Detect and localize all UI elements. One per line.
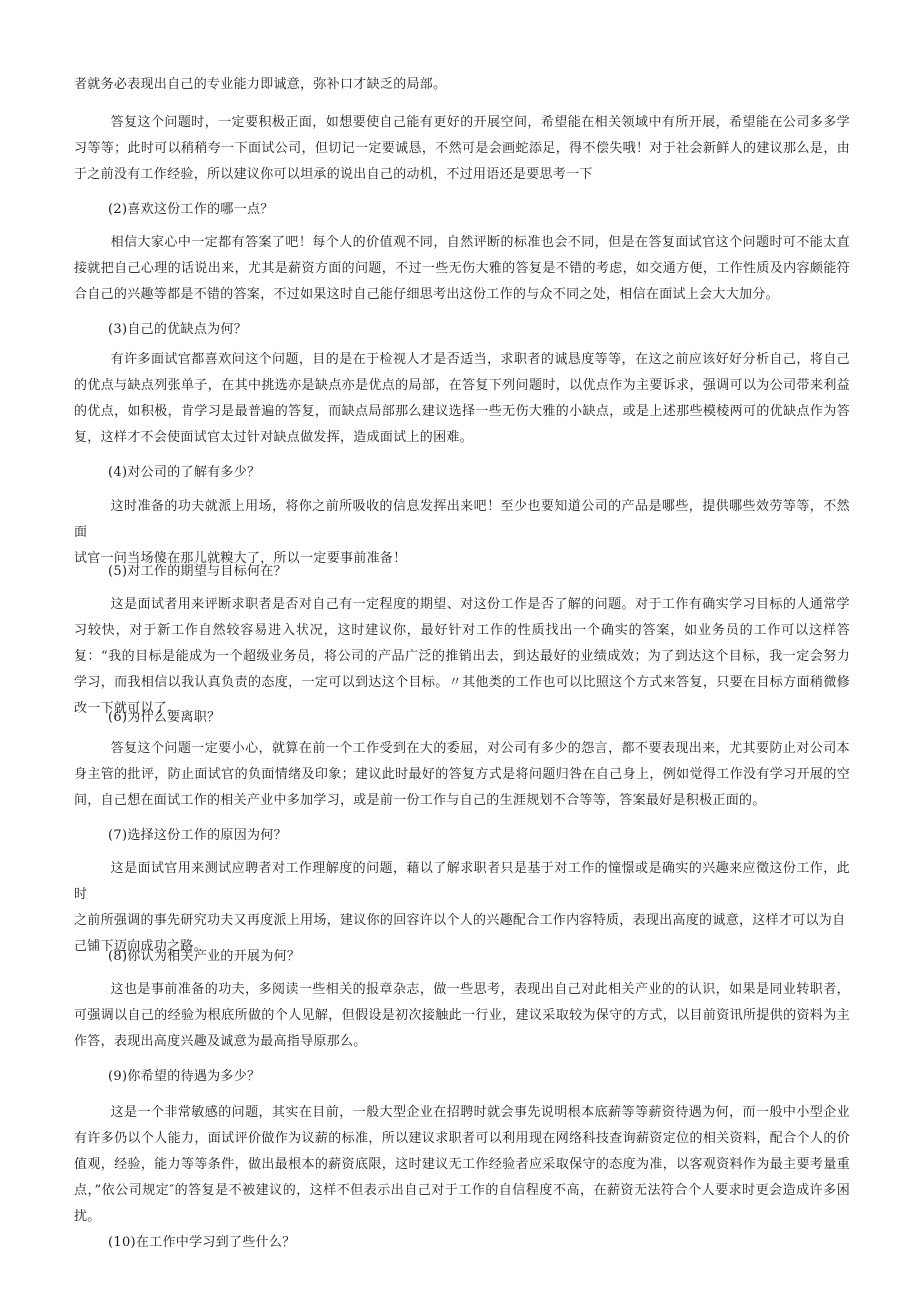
question-heading-8: (8)你认为相关产业的开展为何？	[108, 949, 301, 964]
paragraph-continuation: 者就务必表现出自己的专业能力即诚意，弥补口才缺乏的局部。	[74, 77, 447, 92]
question-heading-6: (6)为什么要离职？	[108, 710, 221, 725]
paragraph-answer-7: 这是面试官用来测试应聘者对工作理解度的问题，藉以了解求职者只是基于对工作的憧憬或是确实的兴趣来应徵这份工作，此时 之前所强调的事先研究功夫又再度派上用场，建议你的回容许以个人的兴趣配合工作内容特质，表现出高度的诚意，这样才可以为自 己铺下迈向成功之路。	[74, 861, 850, 954]
question-heading-7: (7)选择这份工作的原因为何？	[108, 828, 287, 843]
paragraph-answer-2: 相信大家心中一定都有答案了吧！每个人的价值观不同，自然评断的标准也会不同，但是在答复面试官这个问题时可不能太直接就把自己心理的话说出来，尤其是薪资方面的问题，不过一些无伤大雅的答复是不错的考虑，如交通方便，工作性质及内容颇能符合自己的兴趣等都是不错的答案，不过如果这时自己能仔细思考出这份工作的与众不同之处，相信在面试上会大大加分。	[74, 235, 850, 302]
paragraph-answer-9: 这是一个非常敏感的问题，其实在目前，一般大型企业在招聘时就会事先说明根本底薪等等薪资待遇为何，而一般中小型企业有许多仍以个人能力，面试评价做作为议薪的标准，所以建议求职者可以利用现在网络科技查询薪资定位的相关资料，配合个人的价值观，经验，能力等等条件，做出最根本的薪资底限，这时建议无工作经验者应采取保守的态度为准，以客观资料作为最主要考量重点，”依公司规定″的答复是不被建议的，这样不但表示出自己对于工作的自信程度不高，在薪资无法符合个人要求时更会造成许多困扰。	[74, 1105, 850, 1224]
paragraph-answer-5: 这是面试者用来评断求职者是否对自己有一定程度的期望、对这份工作是否了解的问题。对于工作有确实学习目标的人通常学习较快，对于新工作自然较容易进入状况，这时建议你，最好针对工作的性质找出一个确实的答案，如业务员的工作可以这样答复：“我的目标是能成为一个超级业务员，将公司的产品广泛的推销出去，到达最好的业绩成效；为了到达这个目标，我一定会努力学习，而我相信以我认真负责的态度，一定可以到达这个目标。〃其他类的工作也可以比照这个方式来答复，只要在目标方面稍微修改一下就可以了。	[74, 597, 850, 716]
paragraph-answer-6: 答复这个问题一定要小心，就算在前一个工作受到在大的委屈，对公司有多少的怨言，都不要表现出来，尤其要防止对公司本身主管的批评，防止面试官的负面情绪及印象；建议此时最好的答复方式是将问题归咎在自己身上，例如觉得工作没有学习开展的空间，自己想在面试工作的相关产业中多加学习，或是前一份工作与自己的生涯规划不合等等，答案最好是积极正面的。	[74, 741, 850, 808]
question-heading-2: (2)喜欢这份工作的哪一点？	[108, 202, 274, 217]
paragraph-answer-3: 有许多面试官都喜欢问这个问题，目的是在于检视人才是否适当，求职者的诚恳度等等，在这之前应该好好分析自己，将自己的优点与缺点列张单子，在其中挑选亦是缺点亦是优点的局部，在答复下列问题时，以优点作为主要诉求，强调可以为公司带来利益的优点，如积极，肯学习是最普遍的答复，而缺点局部那么建议选择一些无伤大雅的小缺点，或是上述那些模棱两可的优缺点作为答复，这样才不会使面试官太过针对缺点做发挥，造成面试上的困难。	[74, 352, 850, 445]
question-heading-5: (5)对工作的期望与目标何在？	[108, 564, 287, 579]
paragraph-answer-1: 答复这个问题时，一定要积极正面，如想要使自己能有更好的开展空间，希望能在相关领域中有所开展，希望能在公司多多学习等等；此时可以稍稍夸一下面试公司，但切记一定要诚恳，不然可是会画蛇添足，得不偿失哦！对于社会新鲜人的建议那么是，由于之前没有工作经验，所以建议你可以坦承的说出自己的动机，不过用语还是要思考一下	[74, 115, 850, 182]
paragraph-answer-4: 这时准备的功夫就派上用场，将你之前所吸收的信息发挥出来吧！至少也要知道公司的产品是哪些，提供哪些效劳等等，不然面 试官一问当场傻在那儿就糗大了，所以一定要事前准备！	[74, 499, 850, 566]
question-heading-3: (3)自己的优缺点为何？	[108, 322, 248, 337]
question-heading-10: (10)在工作中学习到了些什么？	[108, 1235, 296, 1250]
question-heading-4: (4)对公司的了解有多少？	[108, 465, 261, 480]
question-heading-9: (9)你希望的待遇为多少？	[108, 1069, 261, 1084]
paragraph-answer-8: 这也是事前准备的功夫，多阅读一些相关的报章杂志，做一些思考，表现出自己对此相关产业的的认识，如果是同业转职者，可强调以自己的经验为根底所做的个人见解，但假设是初次接触此一行业，建议采取较为保守的方式，以目前资讯所提供的资料为主作答，表现出高度兴趣及诚意为最高指导原那么。	[74, 982, 850, 1049]
